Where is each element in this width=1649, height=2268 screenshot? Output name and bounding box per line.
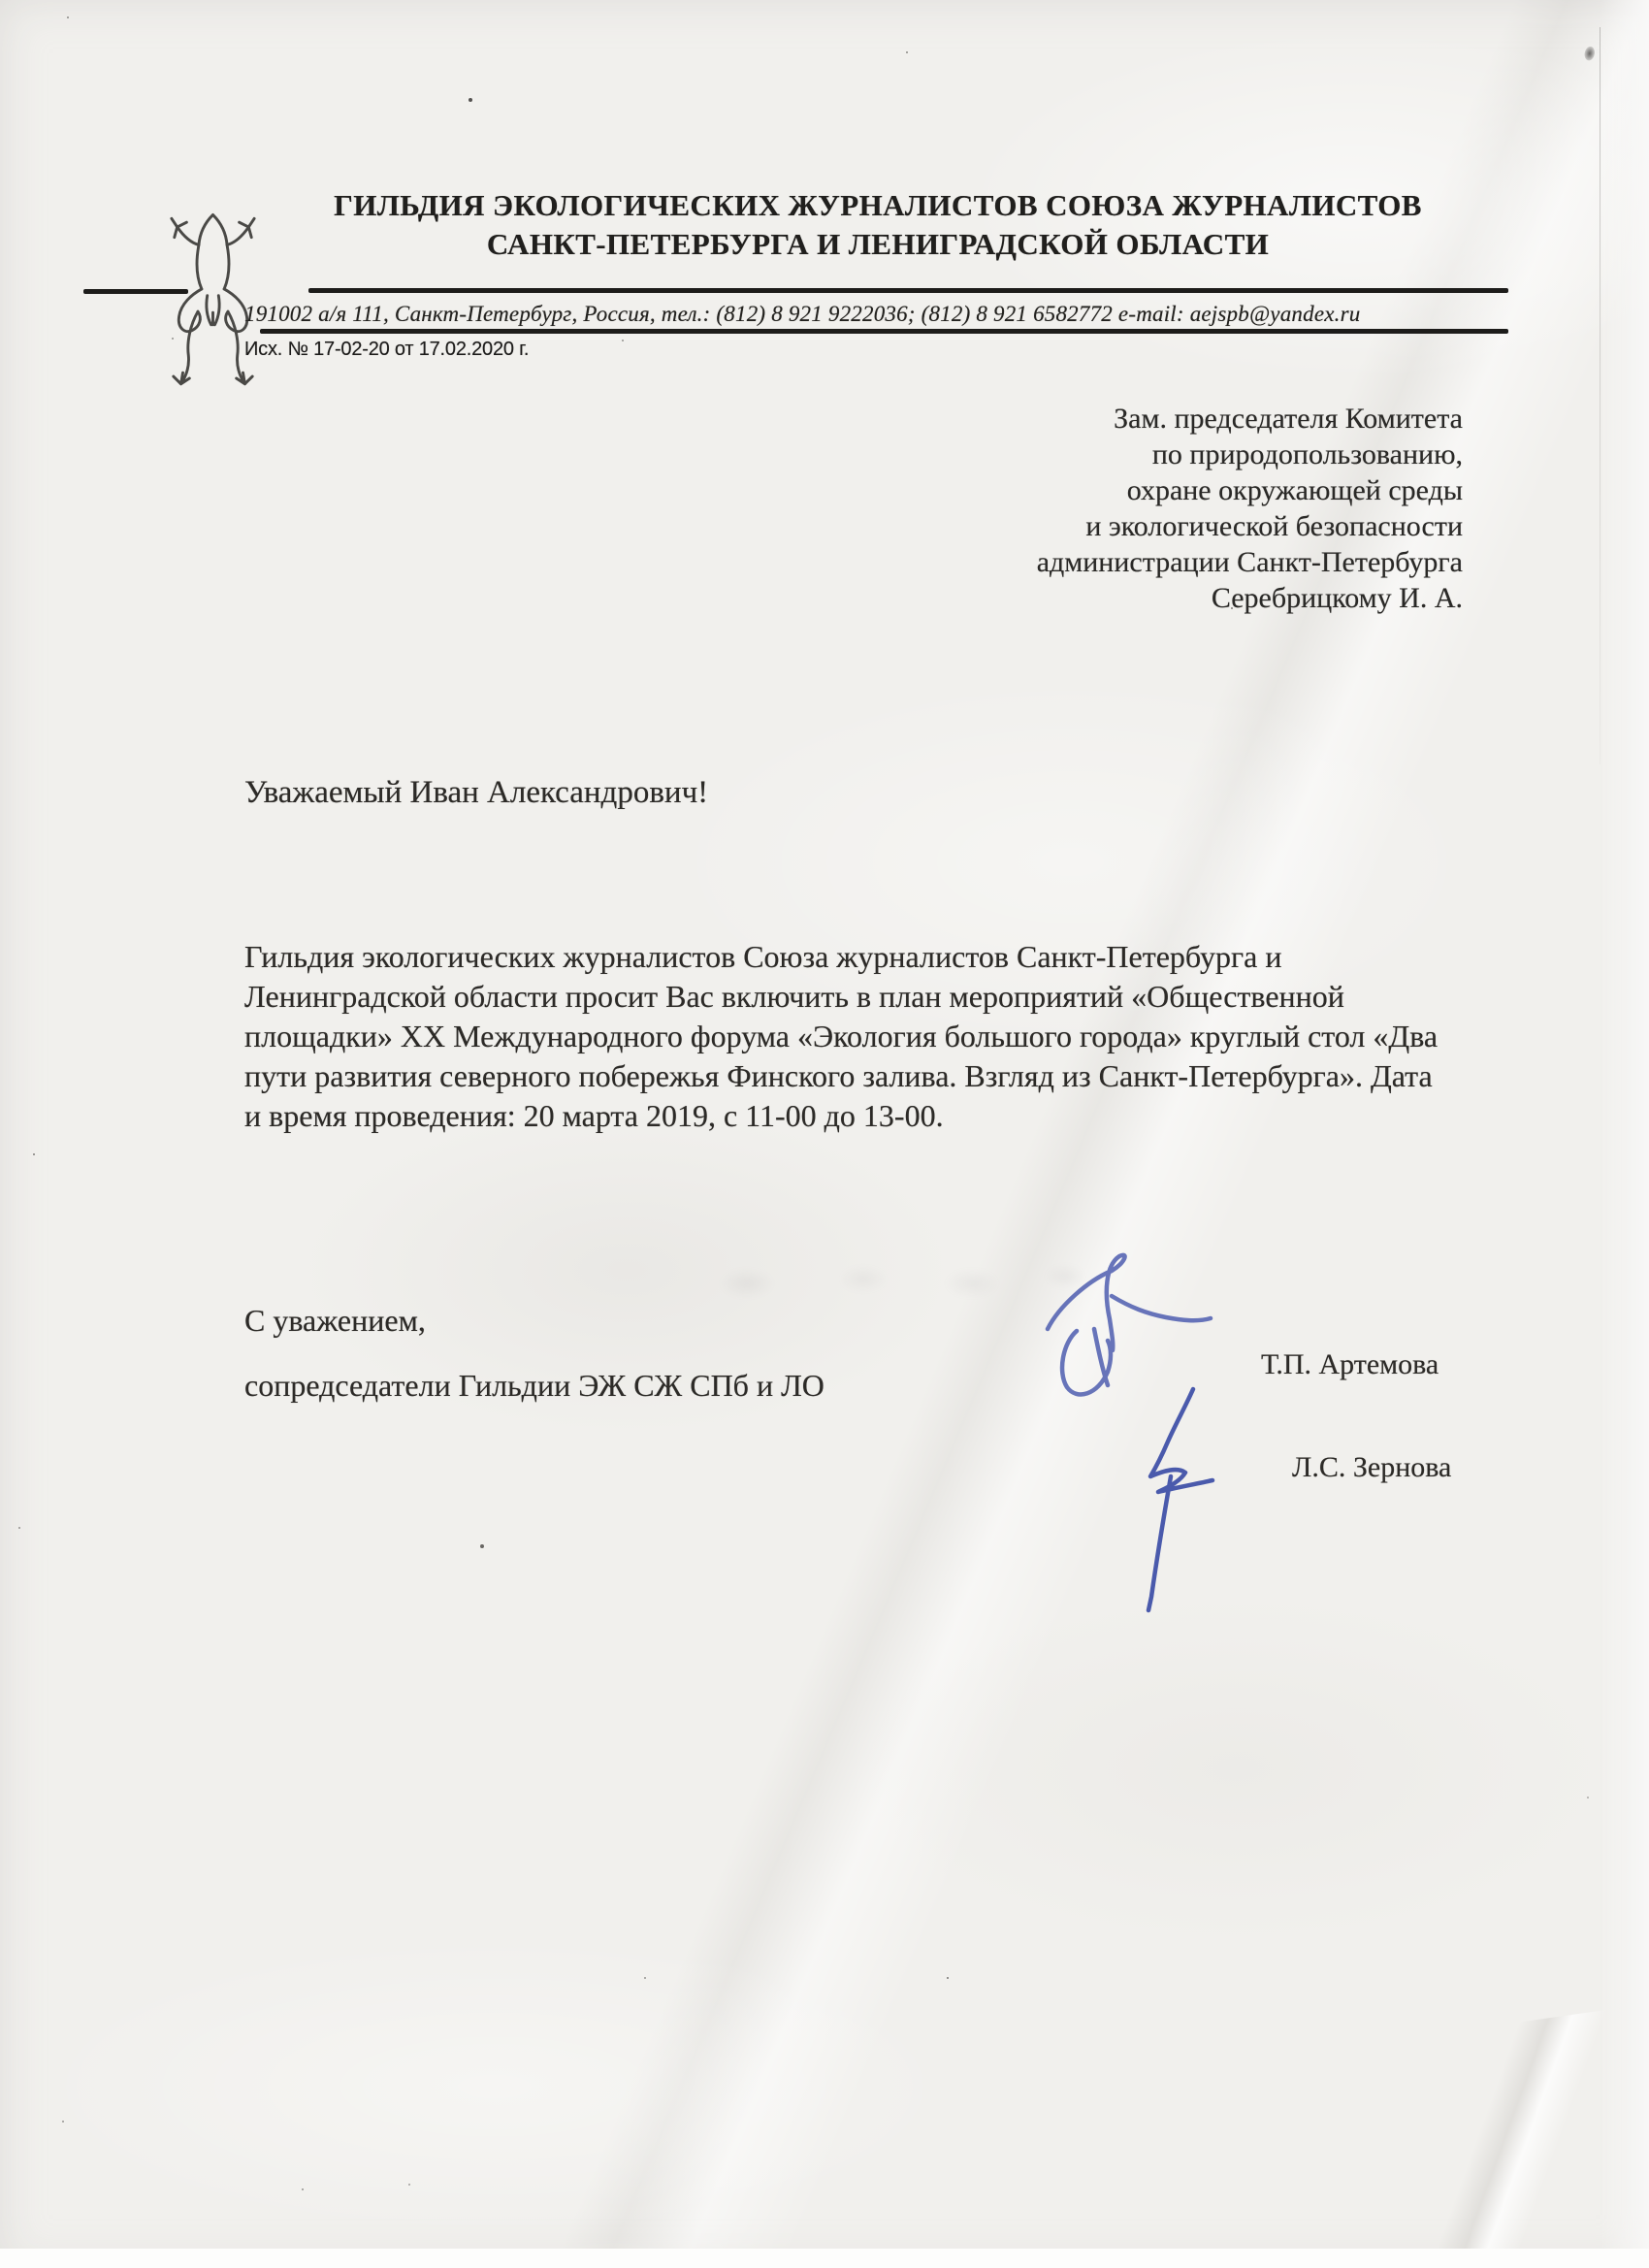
body-line: Ленинградской области просит Вас включить в план мероприятий «Общественной	[244, 979, 1344, 1014]
org-name-line2: САНКТ-ПЕТЕРБУРГА И ЛЕНИГРАДСКОЙ ОБЛАСТИ	[486, 227, 1270, 261]
page-edge-highlight	[1600, 0, 1649, 2268]
addressee-block	[1037, 401, 1463, 616]
outgoing-ref-line: Исх. № 17-02-20 от 17.02.2020 г.	[244, 339, 530, 360]
signature-zernova-ink	[1148, 1389, 1212, 1610]
handwritten-signatures	[1018, 1224, 1232, 1632]
addressee-line: Зам. председателя Комитета	[1114, 403, 1463, 435]
org-name-line1: ГИЛЬДИЯ ЭКОЛОГИЧЕСКИХ ЖУРНАЛИСТОВ СОЮЗА ЖУРНАЛИСТОВ	[334, 188, 1422, 222]
addressee-line: и экологической безопасности	[1085, 510, 1463, 542]
addressee-line: охране окружающей среды	[1126, 474, 1463, 506]
body-line: и время проведения: 20 марта 2019, с 11-00 до 13-00.	[244, 1098, 944, 1133]
letter-body	[244, 937, 1438, 1136]
paper-crease	[1305, 2001, 1649, 2268]
contact-line: 191002 а/я 111, Санкт-Петербург, Россия, тел.: (812) 8 921 9222036; (812) 8 921 6582772 e-mail: aejspb@yandex.ru	[244, 302, 1361, 326]
org-name	[252, 186, 1504, 264]
body-line: площадки» XX Международного форума «Экология большого города» круглый стол «Два	[244, 1019, 1439, 1053]
addressee-line: Серебрицкому И. А.	[1211, 582, 1463, 614]
letterhead-rule-left	[83, 289, 188, 294]
letterhead-rule-bottom	[260, 329, 1508, 334]
letterhead-rule-top	[308, 288, 1508, 293]
body-line: Гильдия экологических журналистов Союза журналистов Санкт-Петербурга и	[244, 939, 1282, 974]
signatory-name-zernova: Л.С. Зернова	[1292, 1451, 1452, 1483]
signature-artemova-ink	[1048, 1255, 1211, 1395]
corner-ink-smudge	[1579, 42, 1599, 66]
salutation: Уважаемый Иван Александрович!	[244, 775, 709, 810]
scan-edge-strip	[0, 2249, 1649, 2268]
signatory-name-artemova: Т.П. Артемова	[1261, 1348, 1439, 1380]
addressee-line: администрации Санкт-Петербурга	[1036, 546, 1463, 578]
body-line: пути развития северного побережья Финского залива. Взгляд из Санкт-Петербурга». Дата	[244, 1058, 1433, 1093]
dust-specks	[0, 0, 4, 4]
closing-role: сопредседатели Гильдии ЭЖ СЖ СПб и ЛО	[244, 1368, 824, 1403]
addressee-line: по природопользованию,	[1151, 438, 1463, 470]
closing-regards: С уважением,	[244, 1303, 426, 1338]
